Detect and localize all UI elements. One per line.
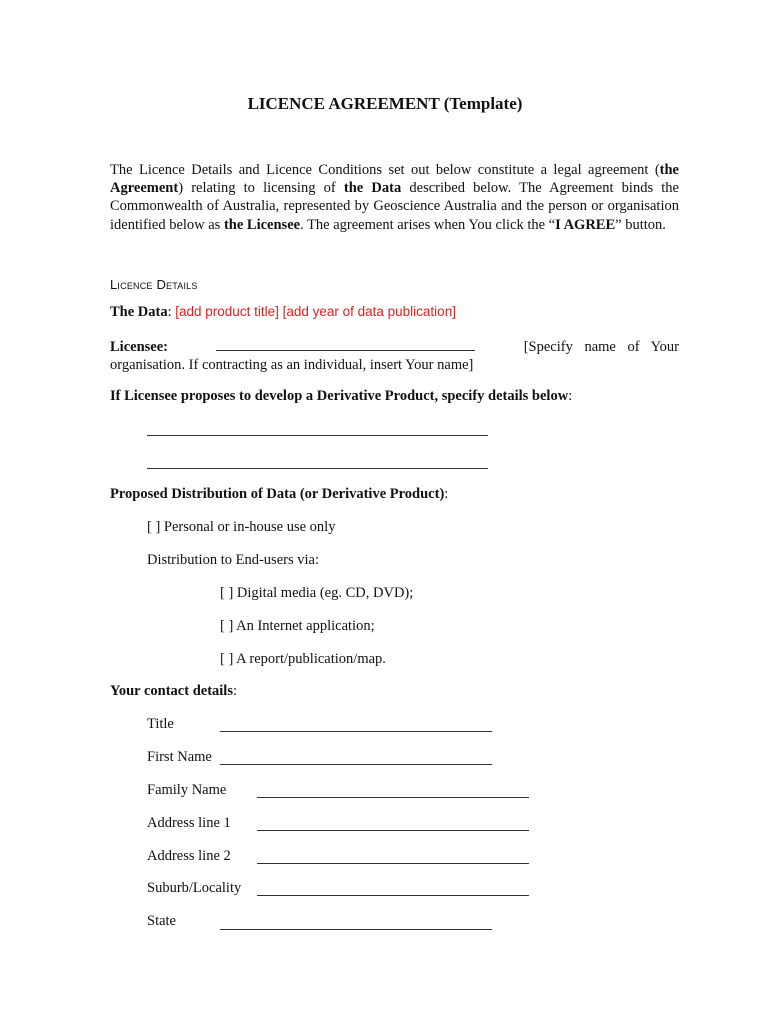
licensee-hint-line2: organisation. If contracting as an individual, insert Your name] (110, 357, 474, 374)
field-label-state: State (147, 913, 176, 929)
field-label-address-line-2: Address line 2 (147, 848, 231, 864)
licensee-hint-tail: [Specify name of Your (523, 339, 679, 355)
intro-bold-agreement: the Agreement (110, 162, 679, 197)
contact-row (110, 683, 237, 700)
derivative-details-line-2[interactable] (147, 468, 488, 469)
distribution-colon: : (444, 486, 449, 502)
intro-text-2: ) relating to licensing of (178, 180, 344, 197)
derivative-colon: : (568, 388, 573, 404)
licensee-block (110, 337, 679, 374)
field-label-family-name: Family Name (147, 782, 227, 798)
field-input-first-name[interactable] (220, 764, 492, 765)
personal-use-checkbox[interactable]: [ ] Personal or in-house use only (147, 519, 336, 535)
derivative-row (110, 388, 572, 405)
distribution-label: Proposed Distribution of Data (or Derivative Product) (110, 486, 445, 502)
field-label-first-name: First Name (147, 749, 212, 765)
intro-bold-i-agree: I AGREE (555, 216, 616, 233)
field-input-suburb-locality[interactable] (257, 895, 529, 896)
contact-colon: : (232, 683, 238, 699)
intro-bold-data: the Data (343, 180, 402, 197)
intro-text-5: ” button. (615, 216, 666, 233)
intro-text-3: described below. The Agreement binds the Commonwealth of Australia, represented by Geoscience Australia and the person or organisation identified below as (110, 180, 679, 233)
intro-text-4: . The agreement arises when You click the “ (300, 216, 556, 233)
intro-text-1: The Licence Details and Licence Conditions set out below constitute a legal agreement ( (110, 162, 660, 178)
field-label-title: Title (147, 716, 174, 732)
report-publication-checkbox[interactable]: [ ] A report/publication/map. (220, 651, 386, 667)
distribution-row (110, 486, 448, 503)
field-input-state[interactable] (220, 929, 492, 930)
data-colon: : (167, 304, 172, 320)
contact-label: Your contact details (110, 683, 233, 699)
intro-bold-licensee: the Licensee (223, 216, 301, 233)
derivative-details-line-1[interactable] (147, 435, 488, 436)
field-input-address-line-1[interactable] (257, 830, 529, 831)
data-label: The Data (110, 304, 168, 320)
field-input-address-line-2[interactable] (257, 863, 529, 864)
digital-media-checkbox[interactable]: [ ] Digital media (eg. CD, DVD); (220, 585, 414, 601)
page-title: LICENCE AGREEMENT (Template) (247, 94, 523, 113)
derivative-label: If Licensee proposes to develop a Derivative Product, specify details below (110, 388, 569, 404)
end-users-label: Distribution to End-users via: (147, 552, 319, 568)
data-value-placeholder[interactable]: [add product title] [add year of data publication] (175, 304, 456, 319)
licensee-name-field[interactable] (216, 337, 475, 351)
internet-application-checkbox[interactable]: [ ] An Internet application; (220, 618, 375, 634)
field-input-family-name[interactable] (257, 797, 529, 798)
field-label-suburb-locality: Suburb/Locality (147, 880, 242, 896)
data-row (110, 304, 456, 321)
licensee-label: Licensee: (110, 339, 168, 355)
field-label-address-line-1: Address line 1 (147, 815, 231, 831)
intro-paragraph (110, 161, 679, 234)
field-input-title[interactable] (220, 731, 492, 732)
section-heading-licence-details: Licence Details (110, 277, 198, 292)
